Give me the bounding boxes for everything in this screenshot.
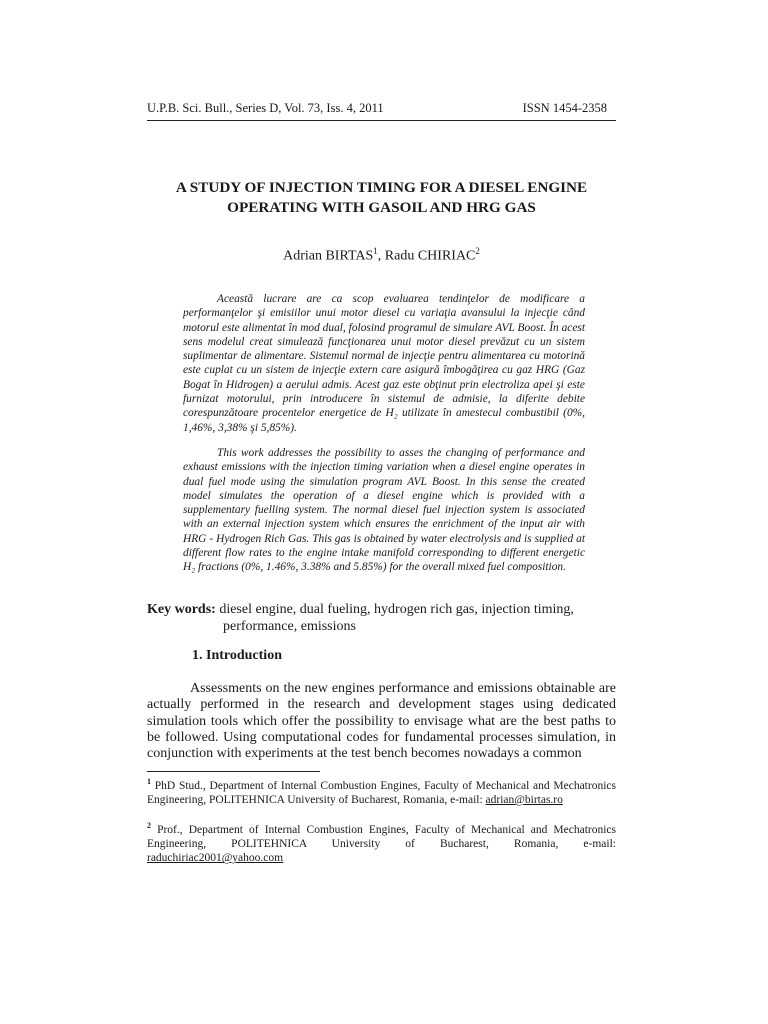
footnote-2-mark: 2 — [147, 821, 151, 830]
abstract-english: This work addresses the possibility to asses the changing of performance and exhaust emissions with the injection timing variation when a diesel engine operates in dual fuel mode using the simulation program AVL Boost. In this sense the created model simulates the operation of a diesel engine which is provided with a supplementary fuelling system. The normal diesel fuel injection system is associated with an external injection system which ensures the enrichment of the input air with HRG - Hydrogen Rich Gas. This gas is obtained by water electrolysis and is supplied at different flow rates to the engine intake manifold corresponding to different energetic H₂ fractions (0%, 1.46%, 3.38% and 5.85%) for the overall mixed fuel composition. — [183, 447, 585, 574]
paper-title — [147, 178, 616, 218]
footnote-1-text: PhD Stud., Department of Internal Combustion Engines, Faculty of Mechanical and Mechatronics Engineering, POLITEHNICA University of Bucharest, Romania, e-mail: — [147, 779, 616, 807]
title-line-1: A STUDY OF INJECTION TIMING FOR A DIESEL ENGINE — [175, 179, 588, 196]
footnote-rule — [147, 771, 320, 772]
keywords-label: Key words: — [147, 602, 216, 617]
footnote-2-email-link[interactable]: raduchiriac2001@yahoo.com — [147, 852, 284, 865]
section-heading: 1. Introduction — [192, 648, 282, 663]
footnote-1 — [147, 775, 616, 807]
abstract-romanian: Această lucrare are ca scop evaluarea tendinţelor de modificare a performanţelor şi emisiilor unui motor diesel cu variaţia avansului la injecţie când motorul este alimentat în mod dual, folosind programul de simulare AVL Boost. În acest sens modelul creat simulează funcţionarea unui motor diesel prevăzut cu un sistem suplimentar de alimentare. Sistemul normal de injecţie pentru alimentarea cu motorină este cuplat cu un sistem de injecţie extern care asigură îmbogăţirea cu gaz HRG (Gaz Bogat în Hidrogen) a aerului admis. Acest gaz este obţinut prin electroliza apei şi este furnizat motorului, prin introducere în sistemul de admisie, la diferite debite corespunzătoare procentelor energetice de H₂ utilizate în amestecul combustibil (0%, 1,46%, 3,38% şi 5,85%). — [183, 293, 585, 434]
author-1-affiliation-mark: 1 — [373, 246, 378, 256]
footnote-2 — [147, 819, 616, 866]
author-2: Radu CHIRIAC — [384, 248, 476, 264]
keywords-line-1: diesel engine, dual fueling, hydrogen rich gas, injection timing, — [219, 602, 574, 617]
footnote-1-mark: 1 — [147, 777, 151, 786]
author-separator: , — [377, 248, 385, 264]
journal-citation: U.P.B. Sci. Bull., Series D, Vol. 73, Iss. 4, 2011 — [147, 101, 384, 115]
author-1: Adrian BIRTAS — [283, 248, 374, 264]
author-2-affiliation-mark: 2 — [475, 246, 480, 256]
keywords — [147, 601, 616, 635]
header-rule — [147, 120, 616, 121]
issn: ISSN 1454-2358 — [522, 101, 607, 115]
footnote-2-text: Prof., Department of Internal Combustion Engines, Faculty of Mechanical and Mechatronics Engineering, POLITEHNICA University of Bucharest, Romania, e-mail: — [147, 823, 616, 851]
authors — [147, 246, 616, 265]
body-paragraph: Assessments on the new engines performance and emissions obtainable are actually performed in the research and development stages using dedicated simulation tools which offer the possibility to envisage what are the best paths to be followed. Using computational codes for fundamental processes simulation, in conjunction with experiments at the test bench becomes nowadays a common — [147, 681, 616, 762]
footnote-1-email-link[interactable]: adrian@birtas.ro — [485, 794, 563, 807]
keywords-line-2: performance, emissions — [223, 619, 356, 634]
running-header — [147, 101, 607, 116]
title-line-2: OPERATING WITH GASOIL AND HRG GAS — [227, 199, 536, 216]
